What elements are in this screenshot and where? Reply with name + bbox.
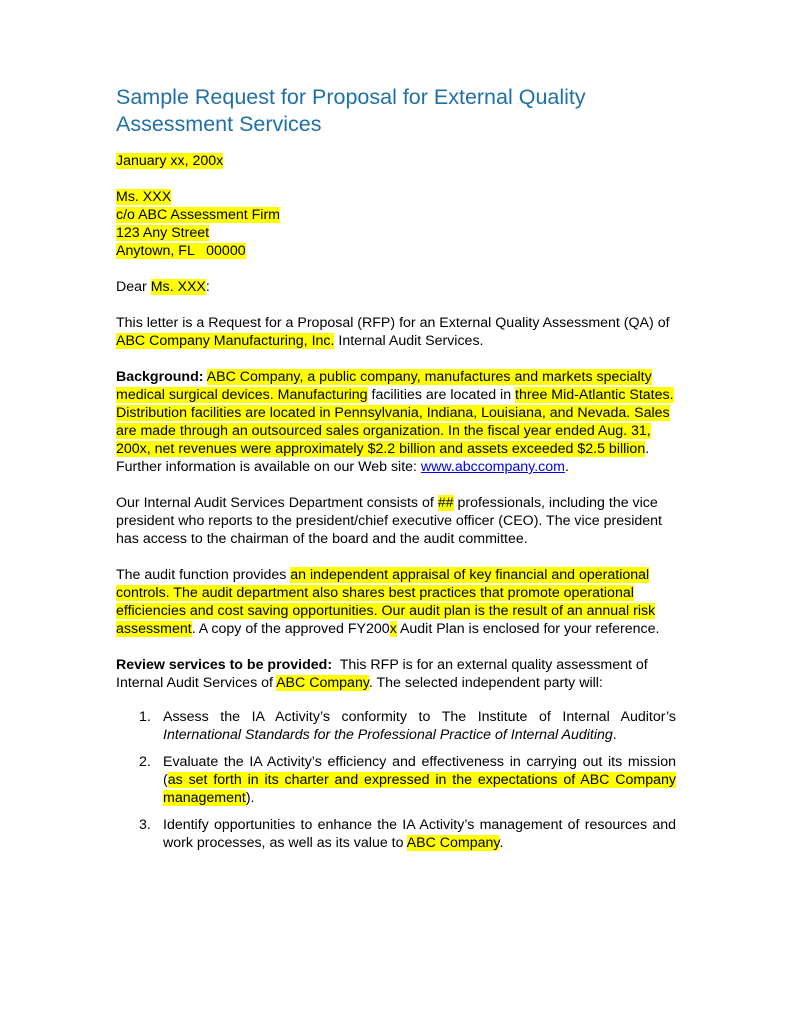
title-line-2: Assessment Services <box>116 112 322 136</box>
website-link[interactable]: www.abccompany.com <box>420 459 565 475</box>
background-paragraph: Background: ABC Company, a public company, manufactures and markets specialty medical surgical devices. Manufacturing facilities are located in three Mid-Atlantic States. Distribution facilities are located in Pennsylvania, Indiana, Louisiana, and Nevada. Sales are made through an outsourced sales organization. In the fiscal year ended Aug. 31, 200x, net revenues were approximately $2.2 billion and assets exceeded $2.5 billion. Further information is available on our Web site: www.abccompany.com. <box>116 369 674 475</box>
list-item: 3. Identify opportunities to enhance the IA Activity’s management of resources and work processes, as well as its value to ABC Company. <box>139 817 676 851</box>
title-line-1: Sample Request for Proposal for External Quality <box>116 85 586 109</box>
list-item: 1. Assess the IA Activity’s conformity to The Institute of Internal Auditor’s International Standards for the Professional Practice of Internal Auditing. <box>139 709 676 743</box>
review-items-list <box>116 708 676 852</box>
company-name: ABC Company Manufacturing, Inc. <box>116 333 335 349</box>
review-company: ABC Company <box>276 675 369 691</box>
recipient-name: Ms. XXX <box>116 189 172 205</box>
salutation: Dear Ms. XXX: <box>116 279 210 295</box>
salutation-name: Ms. XXX <box>150 279 206 295</box>
date-text: January xx, 200x <box>116 153 224 169</box>
recipient-street: 123 Any Street <box>116 225 210 241</box>
review-heading: Review services to be provided: <box>116 657 333 673</box>
review-paragraph: Review services to be provided: This RFP is for an external quality assessment of Internal Audit Services of ABC Company. The selected independent party will: <box>116 657 652 691</box>
audit-paragraph: The audit function provides an independent appraisal of key financial and operational controls. The audit department also shares best practices that promote operational efficiencies and cost saving opportunities. Our audit plan is the result of an annual risk assessment. A copy of the approved FY200x Audit Plan is enclosed for your reference. <box>116 567 660 637</box>
list-item: 2. Evaluate the IA Activity’s efficiency and effectiveness in carrying out its mission (as set forth in its charter and expressed in the expectations of ABC Company management). <box>139 754 676 806</box>
department-paragraph: Our Internal Audit Services Department consists of ## professionals, including the vice president who reports to the president/chief executive officer (CEO). The vice president has access to the chairman of the board and the audit committee. <box>116 495 662 547</box>
recipient-address <box>116 188 676 260</box>
recipient-city: Anytown, FL 00000 <box>116 243 246 259</box>
staff-count: ## <box>437 495 454 511</box>
letter-date <box>116 152 676 170</box>
recipient-firm: c/o ABC Assessment Firm <box>116 207 280 223</box>
page-title <box>116 84 676 138</box>
letter-page <box>116 84 676 861</box>
intro-paragraph: This letter is a Request for a Proposal (RFP) for an External Quality Assessment (QA) of ABC Company Manufacturing, Inc. Internal Audit Services. <box>116 315 670 349</box>
background-heading: Background: <box>116 369 204 385</box>
